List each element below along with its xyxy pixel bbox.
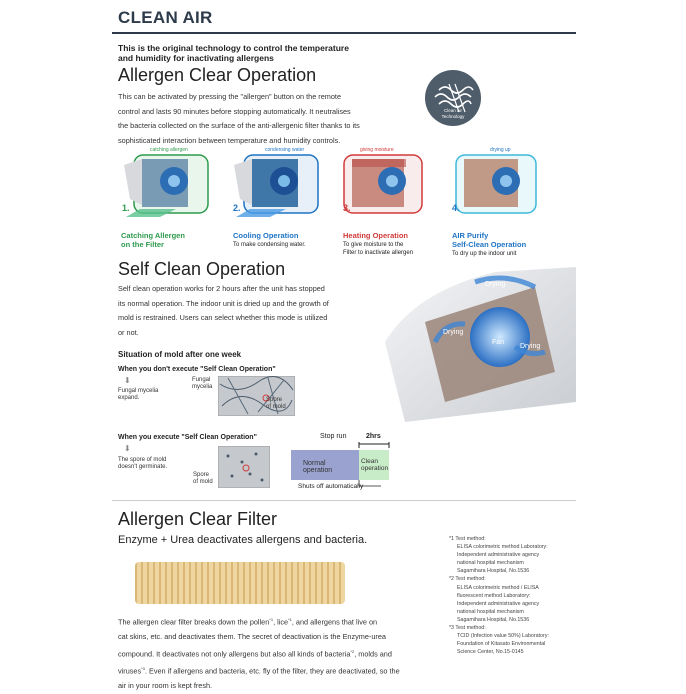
- step-2-number: 2.: [233, 203, 241, 213]
- step-4-image: [450, 153, 542, 219]
- with-desc: The spore of mold doesn't germinate.: [118, 457, 168, 470]
- spore-image: [218, 446, 270, 488]
- drying-right-label: Drying: [520, 343, 541, 350]
- self-clean-unit-diagram: [385, 262, 576, 427]
- page-title: CLEAN AIR: [118, 8, 213, 27]
- step-2-image: [230, 153, 322, 219]
- self-clean-title: Self Clean Operation: [118, 259, 286, 279]
- clean-operation-label: Clean operation: [361, 458, 389, 472]
- spore-label-1: Spore of mold: [266, 397, 286, 410]
- step-1-image: [120, 153, 212, 219]
- with-self-clean-title: When you execute "Self Clean Operation": [118, 434, 257, 441]
- normal-operation-label: Normal operation: [303, 460, 333, 474]
- step-2-desc: To make condensing water.: [233, 242, 306, 248]
- down-arrow-icon: ⬇: [124, 444, 131, 453]
- allergen-clear-body: This can be activated by pressing the "allergen" button on the remote control and lasts 90 minutes before stopping automatically. It neutralises the bacteria collected on the surface of the anti-allergenic filter thanks to its sophisticated interaction between temperature and humidity controls.: [118, 92, 360, 145]
- step-3-number: 3.: [343, 203, 351, 213]
- stop-run-label: Stop run: [320, 433, 347, 440]
- step-2-label: condensing water: [265, 147, 305, 153]
- step-4-title: AIR Purify Self-Clean Operation: [452, 231, 527, 249]
- step-1-number: 1.: [122, 203, 130, 213]
- allergen-clear-title: Allergen Clear Operation: [118, 65, 317, 85]
- shuts-off-label: Shuts off automatically: [298, 483, 364, 490]
- step-3-title: Heating Operation: [343, 231, 409, 240]
- fungal-mycelia-label: Fungal mycelia: [192, 377, 213, 390]
- without-self-clean-title: When you don't execute "Self Clean Operation": [118, 366, 276, 373]
- filter-title: Allergen Clear Filter: [118, 509, 278, 529]
- spore-label-2: Spore of mold: [193, 472, 213, 485]
- without-desc: Fungal mycelia expand.: [118, 388, 159, 401]
- filter-body: The allergen clear filter breaks down the pollen$^{*1}$, lice$^{*1}$, and allergens that live on cat skins, etc. and deactivates them. The secret of deactivation is the Enzyme-urea compound. It deactivates not only allergens but also all kinds of bacteria$^{*2}$, molds and viruses$^{*3}$. Even if allergens and bacteria, etc. fly of the filter, they are deactivated, so the air in your room is kept fresh.: [118, 617, 400, 691]
- step-4-label: drying up: [490, 147, 511, 153]
- intro-text: This is the original technology to control the temperature and humidity for inactivating allergens: [118, 43, 349, 63]
- drying-left-label: Drying: [443, 329, 464, 336]
- step-3-desc: To give moisture to the Filter to inactivate allergen: [343, 242, 414, 256]
- step-1-title: Catching Allergen on the Filter: [121, 231, 185, 249]
- fan-label: Fan: [492, 339, 505, 346]
- badge-caption: Clean air Technology: [441, 108, 465, 119]
- step-2-title: Cooling Operation: [233, 231, 299, 240]
- footnotes: *1 Test method: ELISA colorimetric method Laboratory: Independent administrative agency national hospital mechanism Sagamihara Hospital, No.1536 *2 Test method: ELISA colorimetric method / ELISA fluorescent method Laboratory: Independent administrative agency national hospital mechanism Sagamihara Hospital, No.1536 *3 Test method: TCID (Infection value 50%) Laboratory: Foundation of Kitasato Environmental Science Center, No.15-0145: [449, 536, 549, 656]
- down-arrow-icon: ⬇: [124, 376, 131, 385]
- step-4-desc: To dry up the indoor unit: [452, 251, 517, 257]
- mold-section-title: Situation of mold after one week: [118, 350, 242, 359]
- step-1-label: catching allergen: [150, 147, 188, 153]
- two-hours-label: 2hrs: [366, 433, 381, 440]
- section-divider: [112, 500, 576, 501]
- step-3-label: giving moisture: [360, 147, 394, 153]
- drying-top-label: Drying: [485, 281, 506, 288]
- header-divider: [112, 32, 576, 34]
- filter-image: [135, 560, 345, 606]
- step-4-number: 4.: [452, 203, 460, 213]
- filter-subtitle: Enzyme + Urea deactivates allergens and bacteria.: [118, 534, 368, 546]
- self-clean-body: Self clean operation works for 2 hours after the unit has stopped its normal operation. The indoor unit is dried up and the growth of mold is restrained. Users can select whether this mode is utilized or not.: [118, 284, 329, 337]
